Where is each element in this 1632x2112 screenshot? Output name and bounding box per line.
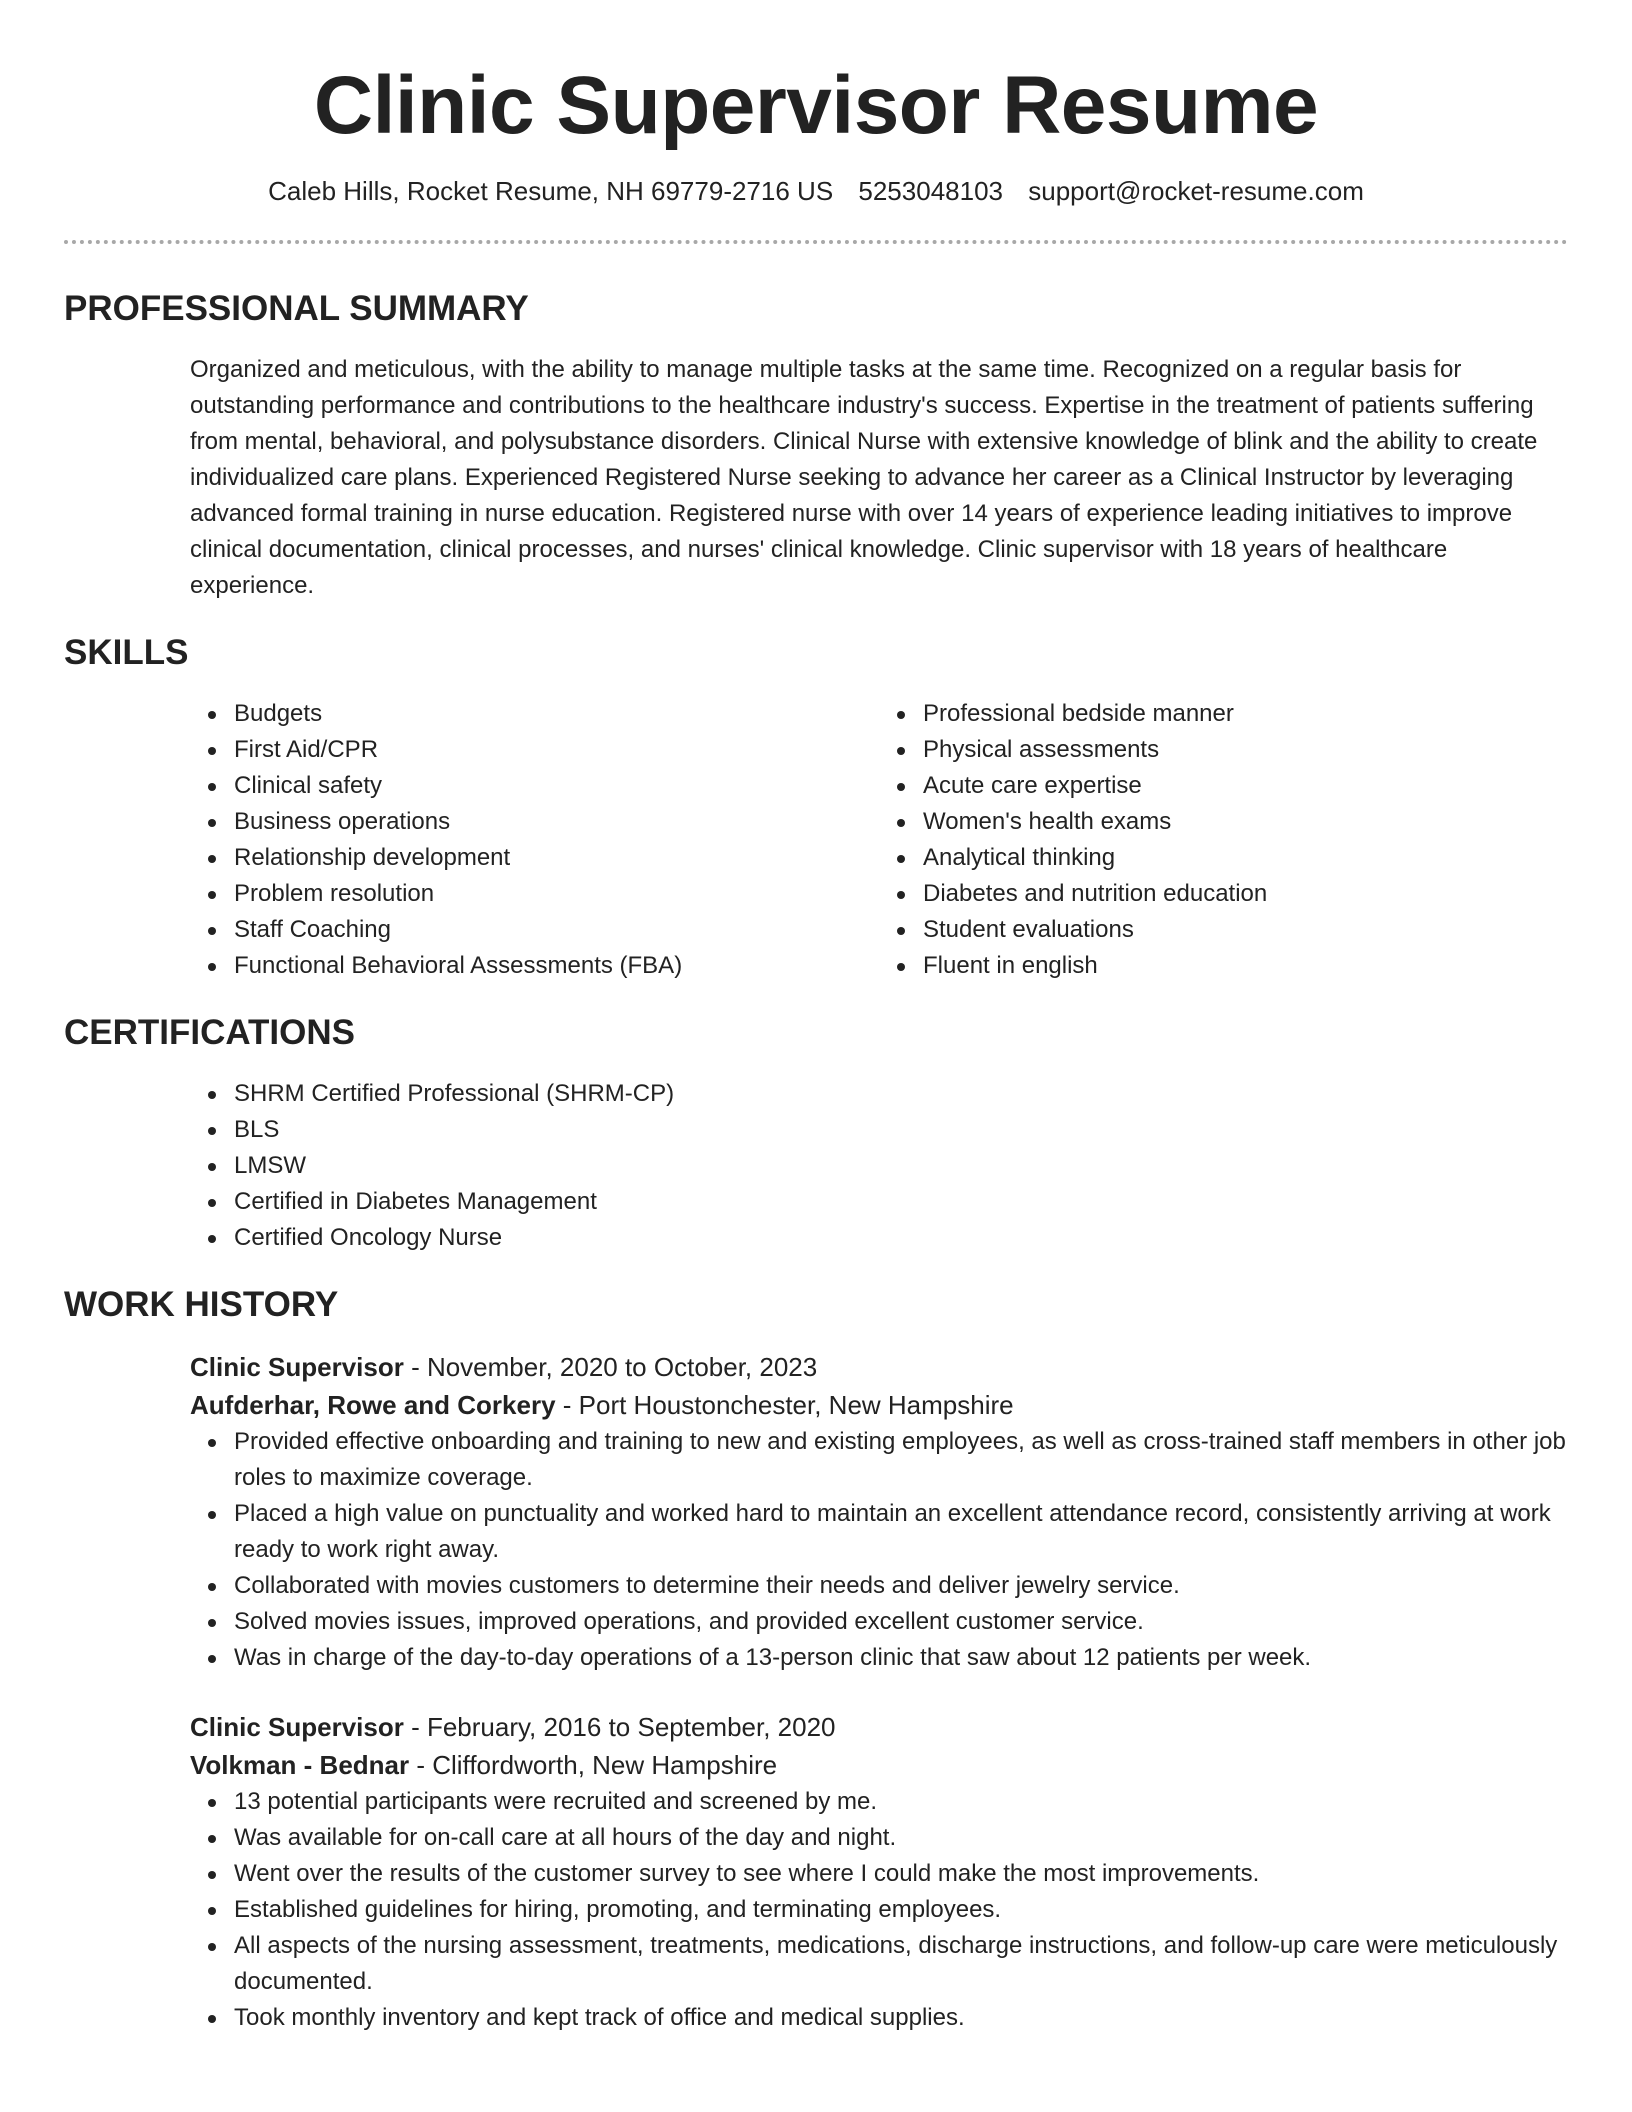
job-duties-list: [190, 1784, 1568, 2036]
list-item: Staff Coaching: [234, 912, 879, 948]
skills-section: [64, 696, 1568, 984]
list-item: Certified Oncology Nurse: [234, 1220, 1568, 1256]
resume-title: Clinic Supervisor Resume: [313, 60, 1319, 151]
contact-phone: 5253048103: [858, 176, 1003, 206]
job-location: - Port Houstonchester, New Hampshire: [555, 1390, 1014, 1420]
list-item: Analytical thinking: [923, 840, 1568, 876]
job-company: Aufderhar, Rowe and Corkery: [190, 1390, 556, 1420]
list-item: Went over the results of the customer survey to see where I could make the most improvements.: [234, 1856, 1568, 1892]
job-company-line: [190, 1746, 1568, 1784]
job-title: Clinic Supervisor: [190, 1352, 404, 1382]
certifications-list: [190, 1076, 1568, 1256]
list-item: Solved movies issues, improved operations, and provided excellent customer service.: [234, 1604, 1568, 1640]
header-divider: [64, 240, 1568, 244]
list-item: Functional Behavioral Assessments (FBA): [234, 948, 879, 984]
list-item: Professional bedside manner: [923, 696, 1568, 732]
job-title-line: [190, 1708, 1568, 1746]
list-item: Diabetes and nutrition education: [923, 876, 1568, 912]
certifications-section: [64, 1076, 1568, 1256]
list-item: Business operations: [234, 804, 879, 840]
list-item: Was in charge of the day-to-day operations of a 13-person clinic that saw about 12 patients per week.: [234, 1640, 1568, 1676]
list-item: Was available for on-call care at all hours of the day and night.: [234, 1820, 1568, 1856]
list-item: Took monthly inventory and kept track of office and medical supplies.: [234, 2000, 1568, 2036]
job-company: Volkman - Bednar: [190, 1750, 410, 1780]
list-item: 13 potential participants were recruited and screened by me.: [234, 1784, 1568, 1820]
summary-heading: PROFESSIONAL SUMMARY: [64, 289, 529, 328]
job-location: - Cliffordworth, New Hampshire: [409, 1750, 778, 1780]
job-duties-list: [190, 1424, 1568, 1676]
certifications-heading: CERTIFICATIONS: [64, 1013, 356, 1052]
list-item: Physical assessments: [923, 732, 1568, 768]
list-item: Acute care expertise: [923, 768, 1568, 804]
list-item: Placed a high value on punctuality and worked hard to maintain an excellent attendance record, consistently arriving at work ready to work right away.: [234, 1496, 1568, 1568]
contact-address: Caleb Hills, Rocket Resume, NH 69779-2716 US: [268, 176, 834, 206]
list-item: Fluent in english: [923, 948, 1568, 984]
list-item: BLS: [234, 1112, 1568, 1148]
summary-section: [64, 352, 1568, 604]
job-dates: - November, 2020 to October, 2023: [403, 1352, 818, 1382]
list-item: All aspects of the nursing assessment, treatments, medications, discharge instructions, and follow-up care were meticulously documented.: [234, 1928, 1568, 2000]
list-item: Problem resolution: [234, 876, 879, 912]
list-item: Certified in Diabetes Management: [234, 1184, 1568, 1220]
summary-text: Organized and meticulous, with the ability to manage multiple tasks at the same time. Recognized on a regular basis for outstanding performance and contributions to the healthcare industry's success. Expertise in the treatment of patients suffering from mental, behavioral, and polysubstance disorders. Clinical Nurse with extensive knowledge of blink and the ability to create individualized care plans. Experienced Registered Nurse seeking to advance her career as a Clinical Instructor by leveraging advanced formal training in nurse education. Registered nurse with over 14 years of experience leading initiatives to improve clinical documentation, clinical processes, and nurses' clinical knowledge. Clinic supervisor with 18 years of healthcare experience.: [190, 356, 1538, 599]
contact-line: [64, 174, 1568, 208]
job-dates: - February, 2016 to September, 2020: [403, 1712, 836, 1742]
list-item: LMSW: [234, 1148, 1568, 1184]
list-item: Clinical safety: [234, 768, 879, 804]
work-section: [64, 1348, 1568, 2036]
list-item: Established guidelines for hiring, promoting, and terminating employees.: [234, 1892, 1568, 1928]
job-title: Clinic Supervisor: [190, 1712, 404, 1742]
list-item: First Aid/CPR: [234, 732, 879, 768]
list-item: Collaborated with movies customers to determine their needs and deliver jewelry service.: [234, 1568, 1568, 1604]
list-item: Budgets: [234, 696, 879, 732]
list-item: Relationship development: [234, 840, 879, 876]
job-title-line: [190, 1348, 1568, 1386]
list-item: Student evaluations: [923, 912, 1568, 948]
list-item: Provided effective onboarding and training to new and existing employees, as well as cross-trained staff members in other job roles to maximize coverage.: [234, 1424, 1568, 1496]
job-company-line: [190, 1386, 1568, 1424]
skills-heading: SKILLS: [64, 633, 189, 672]
contact-email: support@rocket-resume.com: [1028, 176, 1364, 206]
job-entry: [190, 1348, 1568, 1676]
list-item: SHRM Certified Professional (SHRM-CP): [234, 1076, 1568, 1112]
job-entry: [190, 1708, 1568, 2036]
skills-list-right: [879, 696, 1568, 984]
skills-list-left: [190, 696, 879, 984]
list-item: Women's health exams: [923, 804, 1568, 840]
work-heading: WORK HISTORY: [64, 1285, 339, 1324]
